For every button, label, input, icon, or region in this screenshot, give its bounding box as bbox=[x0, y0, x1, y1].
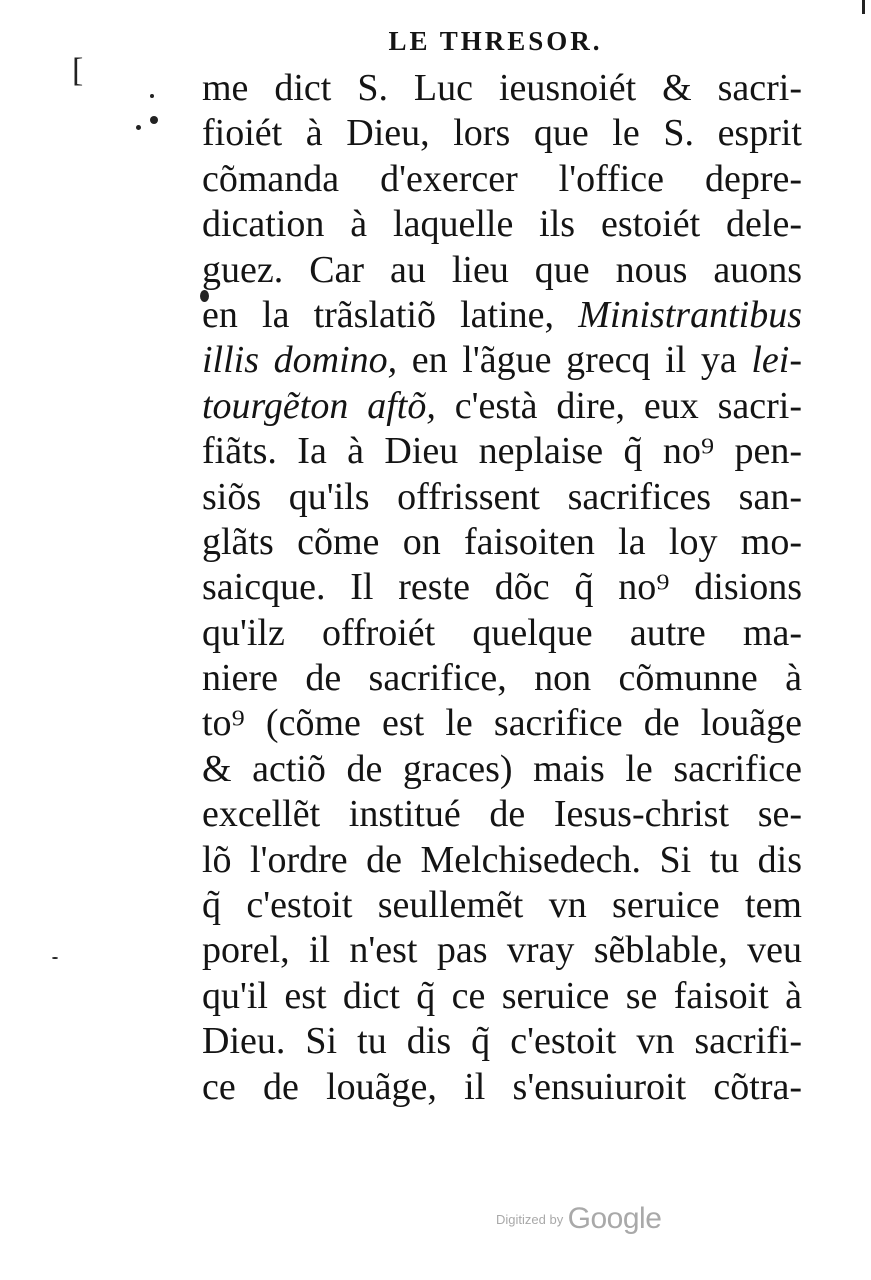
text-line: porel, il n'est pas vray sẽblable, veu bbox=[202, 929, 802, 972]
ink-speck bbox=[136, 125, 141, 130]
watermark-prefix: Digitized by bbox=[496, 1212, 564, 1227]
text-line: guez. Car au lieu que nous auons bbox=[202, 248, 802, 291]
margin-bracket: [ bbox=[72, 52, 84, 89]
text-line: siõs qu'ils offrissent sacrifices san- bbox=[202, 475, 802, 518]
text-line: to⁹ (cõme est le sacrifice de louãge bbox=[202, 702, 802, 745]
text-line: qu'ilz offroiét quelque autre ma- bbox=[202, 611, 802, 654]
ink-speck bbox=[150, 94, 154, 98]
text-line: & actiõ de graces) mais le sacrifice bbox=[202, 747, 802, 790]
text-line: glãts cõme on faisoiten la loy mo- bbox=[202, 520, 802, 563]
text-line: niere de sacrifice, non cõmunne à bbox=[202, 657, 802, 700]
text-line: fioiét à Dieu, lors que le S. esprit bbox=[202, 112, 802, 155]
digitized-watermark bbox=[496, 1202, 661, 1236]
body-text bbox=[202, 66, 802, 1110]
text-line: qu'il est dict q̃ ce seruice se faisoit à bbox=[202, 974, 802, 1017]
text-line: Dieu. Si tu dis q̃ c'estoit vn sacrifi- bbox=[202, 1020, 802, 1063]
ink-speck bbox=[52, 957, 58, 959]
text-line: en la trãslatiõ latine, Ministrantibus bbox=[202, 293, 802, 336]
running-head: LE THRESOR. bbox=[388, 26, 603, 56]
text-line: cõmanda d'exercer l'office depre- bbox=[202, 157, 802, 200]
text-line: saicque. Il reste dõc q̃ no⁹ disions bbox=[202, 566, 802, 609]
watermark-brand: Google bbox=[567, 1202, 662, 1235]
text-line: fiãts. Ia à Dieu neplaise q̃ no⁹ pen- bbox=[202, 430, 802, 473]
text-line: q̃ c'estoit seullemẽt vn seruice tem bbox=[202, 884, 802, 927]
page-edge-mark bbox=[862, 0, 865, 14]
text-line: lõ l'ordre de Melchisedech. Si tu dis bbox=[202, 838, 802, 881]
text-line: ce de louãge, il s'ensuiuroit cõtra- bbox=[202, 1065, 802, 1108]
text-line: illis domino, en l'ãgue grecq il ya lei- bbox=[202, 339, 802, 382]
text-line: excellẽt institué de Iesus-christ se- bbox=[202, 793, 802, 836]
text-line: me dict S. Luc ieusnoiét & sacri- bbox=[202, 67, 802, 109]
text-line: dication à laquelle ils estoiét dele- bbox=[202, 203, 802, 246]
ink-speck bbox=[150, 116, 158, 124]
text-line: tourgẽton aftõ, c'està dire, eux sacri- bbox=[202, 384, 802, 427]
